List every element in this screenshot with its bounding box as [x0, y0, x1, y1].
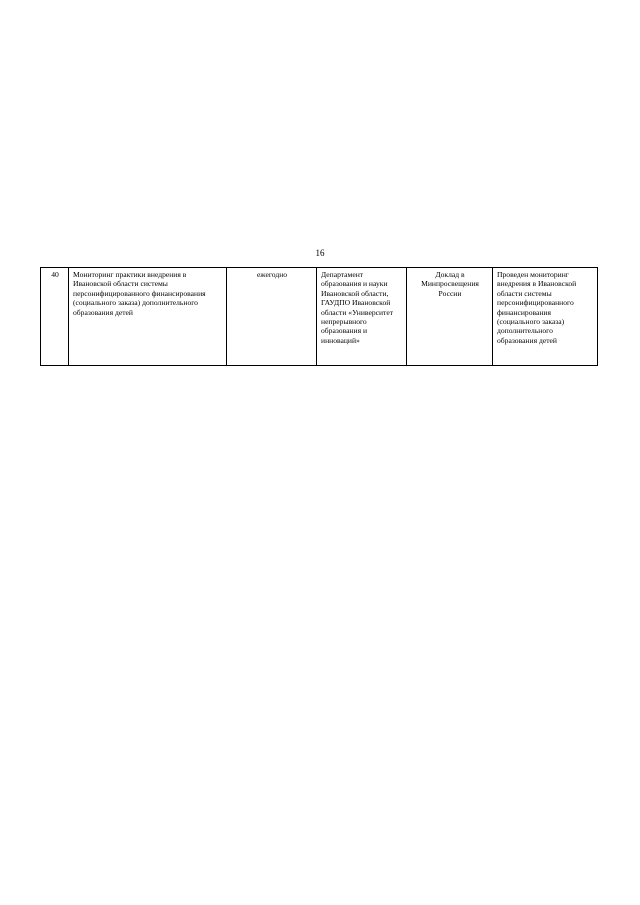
page-number: 16	[315, 248, 325, 258]
activity-cell: Мониторинг практики внедрения в Ивановской области системы персонифицированного финансирования (социального заказа) дополнительного образования детей	[69, 268, 227, 366]
completion-form-cell: Доклад в Минпросвещения России	[407, 268, 493, 366]
measures-table	[40, 267, 598, 366]
row-number-cell: 40	[41, 268, 69, 366]
table-row	[41, 268, 598, 366]
responsible-cell: Департамент образования и науки Ивановской области, ГАУДПО Ивановской области «Университет непрерывного образования и инноваций»	[317, 268, 407, 366]
result-cell: Проведен мониторинг внедрения в Ивановской области системы персонифицированного финансирования (социального заказа) дополнительного образования детей	[493, 268, 598, 366]
deadline-cell: ежегодно	[227, 268, 317, 366]
